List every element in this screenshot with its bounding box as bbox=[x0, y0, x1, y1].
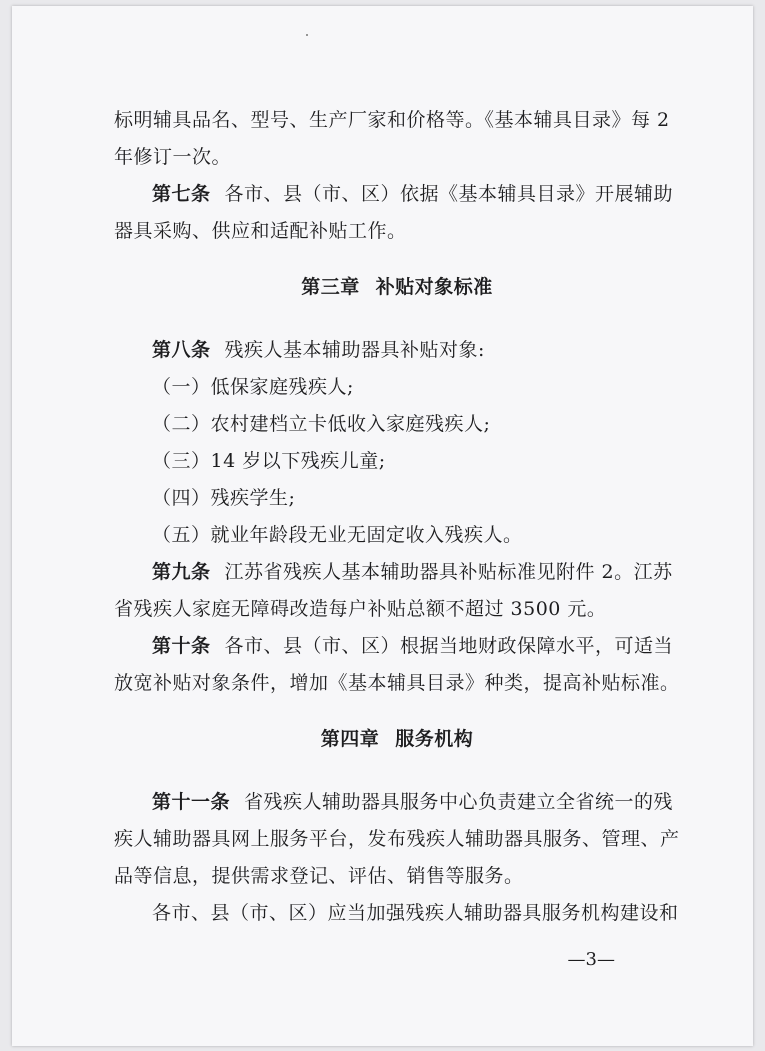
article-10-title: 第十条 bbox=[152, 635, 211, 657]
article-11-line-1: 省残疾人辅助器具服务中心负责建立全省统一的残 bbox=[244, 791, 674, 813]
article-8 bbox=[114, 332, 680, 369]
article-9-line-1: 江苏省残疾人基本辅助器具补贴标准见附件 2。江苏 bbox=[224, 561, 673, 583]
chapter-4-number: 第四章 bbox=[320, 728, 380, 750]
list-item: （五）就业年龄段无业无固定收入残疾人。 bbox=[152, 524, 523, 546]
list-item: （一）低保家庭残疾人; bbox=[152, 376, 354, 398]
document-page bbox=[12, 6, 753, 1046]
article-10-line-2: 放宽补贴对象条件，增加《基本辅具目录》种类，提高补贴标准。 bbox=[114, 672, 680, 694]
article-11-line-3: 品等信息，提供需求登记、评估、销售等服务。 bbox=[114, 865, 524, 887]
chapter-4-title: 服务机构 bbox=[395, 728, 474, 750]
chapter-3-heading bbox=[114, 272, 680, 302]
article-7-line-1: 各市、县（市、区）依据《基本辅具目录》开展辅助 bbox=[224, 183, 674, 205]
article-7-title: 第七条 bbox=[152, 183, 211, 205]
article-11-title: 第十一条 bbox=[152, 791, 231, 813]
article-7 bbox=[114, 176, 680, 213]
list-item: （三）14 岁以下残疾儿童; bbox=[152, 450, 386, 472]
article-8-text: 残疾人基本辅助器具补贴对象: bbox=[224, 339, 485, 361]
article-8-title: 第八条 bbox=[152, 339, 211, 361]
article-10 bbox=[114, 628, 680, 665]
page-number: —3— bbox=[567, 949, 615, 970]
document-body bbox=[114, 102, 680, 932]
chapter-4-heading bbox=[114, 724, 680, 754]
continuation-line-1: 标明辅具品名、型号、生产厂家和价格等。《基本辅具目录》每 2 bbox=[114, 109, 670, 131]
article-11-line-2: 疾人辅助器具网上服务平台，发布残疾人辅助器具服务、管理、产 bbox=[114, 828, 680, 850]
article-7-line-2: 器具采购、供应和适配补贴工作。 bbox=[114, 220, 407, 242]
list-item: （二）农村建档立卡低收入家庭残疾人; bbox=[152, 413, 491, 435]
article-10-line-1: 各市、县（市、区）根据当地财政保障水平，可适当 bbox=[224, 635, 674, 657]
scan-speck bbox=[306, 34, 308, 36]
list-item: （四）残疾学生; bbox=[152, 487, 296, 509]
article-9-title: 第九条 bbox=[152, 561, 211, 583]
closing-paragraph-line: 各市、县（市、区）应当加强残疾人辅助器具服务机构建设和 bbox=[152, 902, 679, 924]
chapter-3-number: 第三章 bbox=[301, 276, 360, 298]
chapter-3-title: 补贴对象标准 bbox=[375, 276, 493, 298]
article-9 bbox=[114, 554, 680, 591]
article-11 bbox=[114, 784, 680, 821]
article-9-line-2: 省残疾人家庭无障碍改造每户补贴总额不超过 3500 元。 bbox=[114, 598, 607, 620]
continuation-line-2: 年修订一次。 bbox=[114, 146, 232, 168]
